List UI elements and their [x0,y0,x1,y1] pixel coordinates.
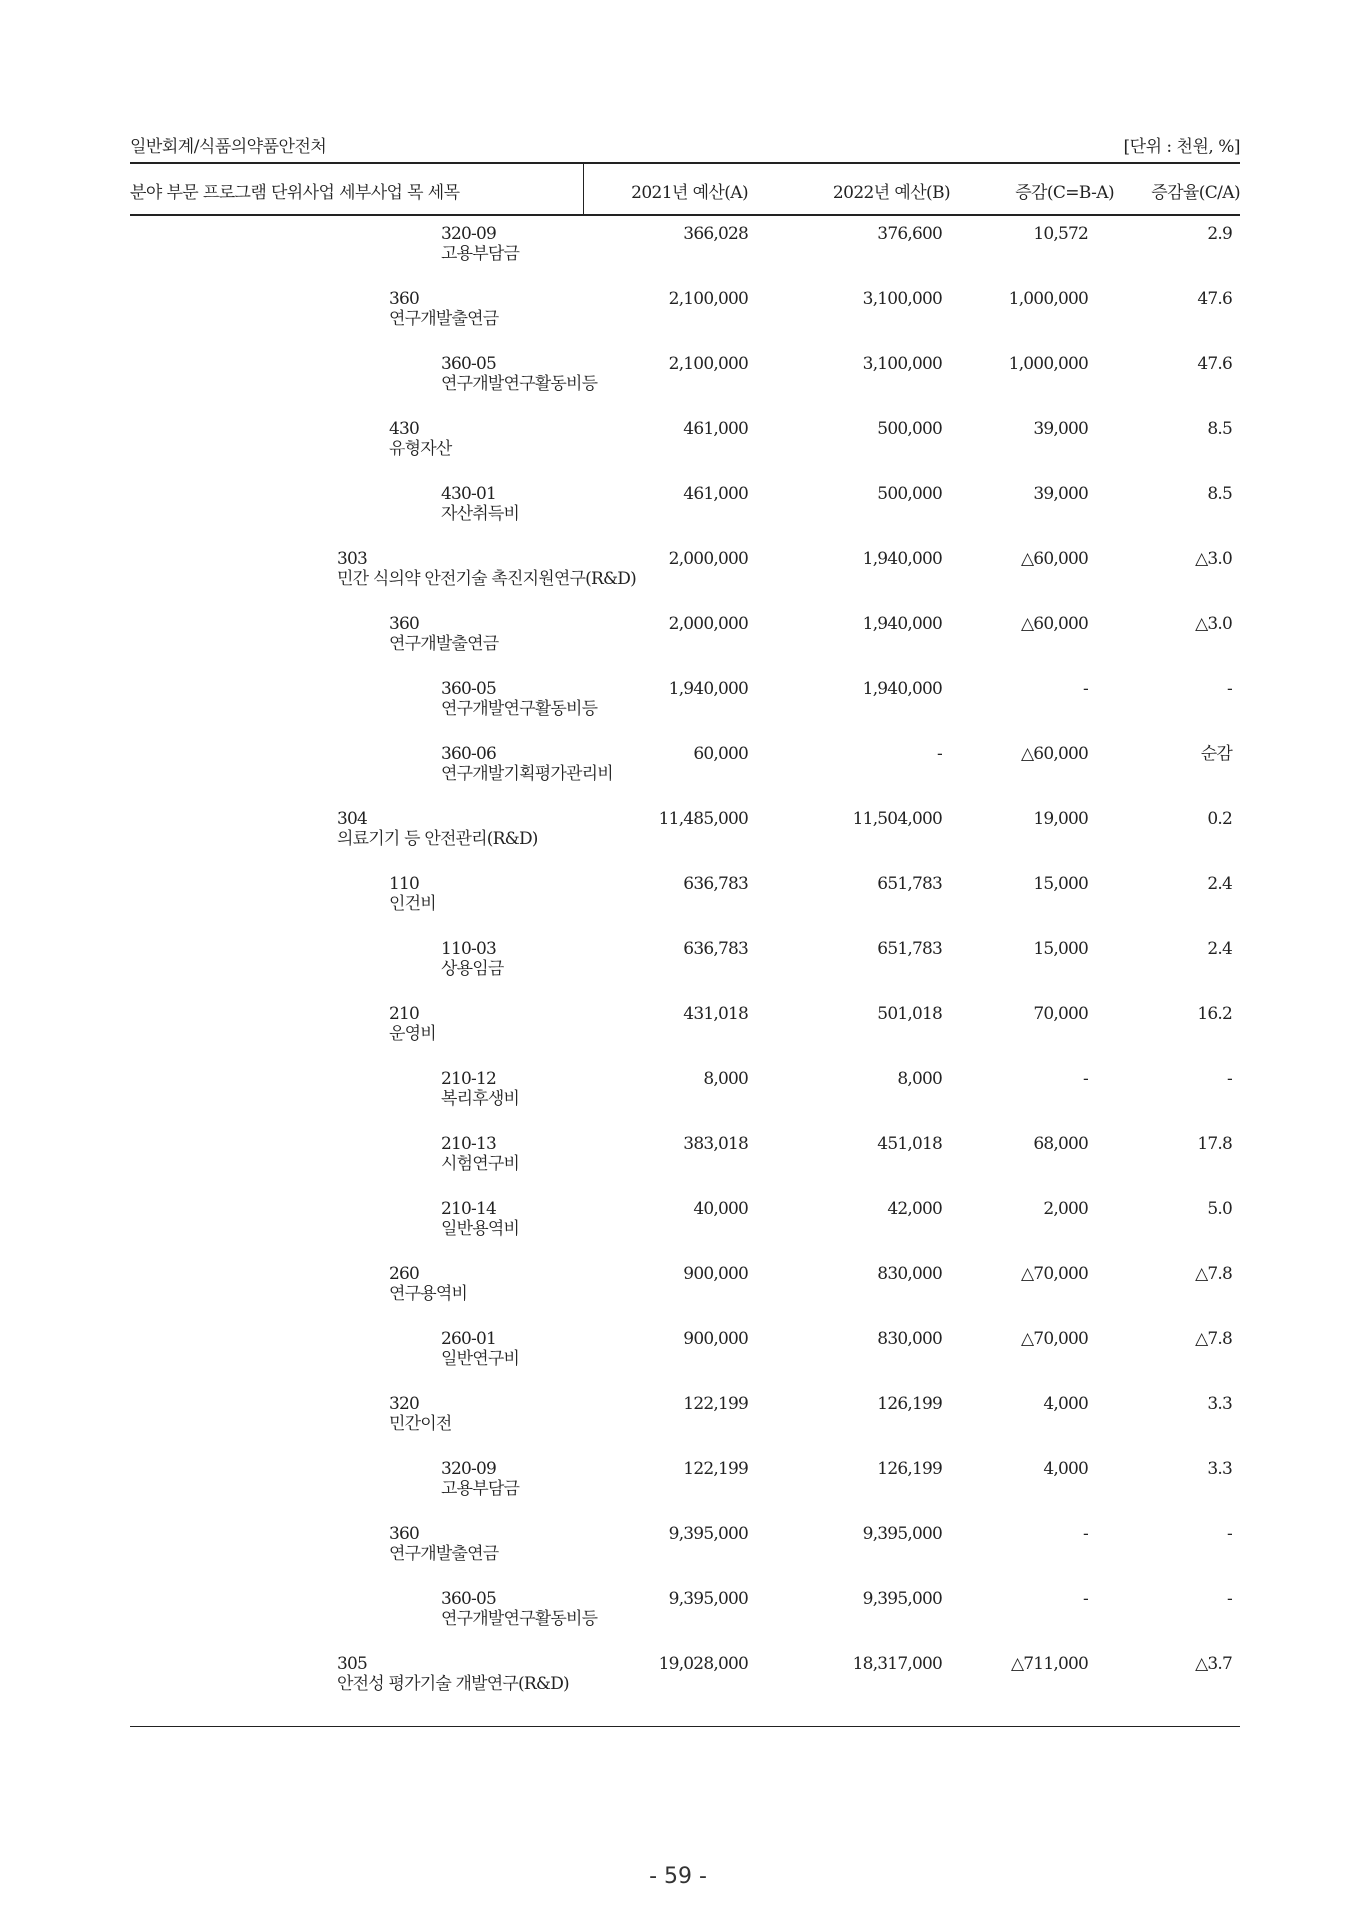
budget-2022-value: 126,199 [877,1394,942,1414]
item-name: 연구개발출연금 [389,634,499,654]
item-code: 360 [389,1524,420,1544]
change-value: 39,000 [1033,419,1088,439]
item-name: 일반용역비 [441,1219,520,1239]
table-row [130,1254,1240,1319]
change-value: 4,000 [1043,1459,1088,1479]
change-rate-value: - [1227,1524,1232,1544]
item-name: 연구개발연구활동비등 [441,374,598,394]
change-value: △70,000 [1021,1264,1088,1284]
budget-2021-value: 8,000 [703,1069,748,1089]
item-code: 360-05 [441,679,497,699]
change-value: 10,572 [1033,224,1088,244]
budget-2022-value: 1,940,000 [862,614,942,634]
budget-2022-value: 500,000 [877,484,942,504]
item-name: 인건비 [389,894,436,914]
item-name: 고용부담금 [441,1479,520,1499]
change-rate-value: 8.5 [1207,419,1232,439]
item-name: 시험연구비 [441,1154,520,1174]
item-code: 360 [389,289,420,309]
budget-2021-value: 11,485,000 [658,809,748,829]
header-divider [583,164,584,214]
budget-2021-value: 2,100,000 [668,354,748,374]
item-code: 260 [389,1264,420,1284]
budget-2022-value: 18,317,000 [852,1654,942,1674]
change-rate-value: 5.0 [1207,1199,1232,1219]
change-rate-value: 8.5 [1207,484,1232,504]
budget-2022-value: 651,783 [877,939,942,959]
item-name: 상용임금 [441,959,504,979]
change-rate-value: 17.8 [1197,1134,1232,1154]
item-code: 210-12 [441,1069,497,1089]
budget-2021-value: 366,028 [683,224,748,244]
change-rate-value: - [1227,1589,1232,1609]
change-value: △60,000 [1021,549,1088,569]
change-value: 4,000 [1043,1394,1088,1414]
budget-2022-value: 8,000 [897,1069,942,1089]
change-value: △60,000 [1021,744,1088,764]
change-rate-value: 3.3 [1207,1459,1232,1479]
item-name: 연구개발연구활동비등 [441,1609,598,1629]
item-code: 110-03 [441,939,497,959]
change-value: 15,000 [1033,874,1088,894]
header-category: 분야 부문 프로그램 단위사업 세부사업 목 세목 [130,183,460,203]
item-code: 260-01 [441,1329,497,1349]
item-name: 연구개발기획평가관리비 [441,764,613,784]
change-value: - [1083,1524,1088,1544]
change-rate-value: 2.4 [1207,939,1232,959]
budget-2021-value: 461,000 [683,419,748,439]
budget-2021-value: 461,000 [683,484,748,504]
item-code: 303 [337,549,368,569]
change-rate-value: - [1227,1069,1232,1089]
table-row [130,1514,1240,1579]
budget-2022-value: 3,100,000 [862,354,942,374]
budget-2021-value: 60,000 [693,744,748,764]
table-row [130,1384,1240,1449]
budget-2021-value: 636,783 [683,939,748,959]
table-row [130,539,1240,604]
budget-2021-value: 1,940,000 [668,679,748,699]
budget-2021-value: 900,000 [683,1264,748,1284]
change-value: △711,000 [1011,1654,1088,1674]
header-budget-2022: 2022년 예산(B) [832,183,950,203]
change-rate-value: 3.3 [1207,1394,1232,1414]
item-name: 연구개발연구활동비등 [441,699,598,719]
budget-2022-value: 3,100,000 [862,289,942,309]
item-name: 연구용역비 [389,1284,468,1304]
item-code: 320-09 [441,224,497,244]
budget-2022-value: 651,783 [877,874,942,894]
budget-2022-value: 451,018 [877,1134,942,1154]
change-rate-value: 2.9 [1207,224,1232,244]
budget-2021-value: 122,199 [683,1459,748,1479]
budget-2022-value: 376,600 [877,224,942,244]
table-bottom-rule [130,1726,1240,1727]
table-row [130,344,1240,409]
budget-2021-value: 40,000 [693,1199,748,1219]
item-code: 304 [337,809,368,829]
change-rate-value: 순감 [1200,744,1232,764]
change-value: 39,000 [1033,484,1088,504]
item-name: 의료기기 등 안전관리(R&D) [337,829,538,849]
table-row [130,1124,1240,1189]
budget-2021-value: 2,000,000 [668,614,748,634]
change-rate-value: 0.2 [1207,809,1232,829]
change-value: 1,000,000 [1008,289,1088,309]
budget-2022-value: 1,940,000 [862,549,942,569]
change-value: 70,000 [1033,1004,1088,1024]
header-change: 증감(C=B-A) [1015,183,1114,203]
change-rate-value: 16.2 [1197,1004,1232,1024]
table-row [130,929,1240,994]
budget-2022-value: 42,000 [887,1199,942,1219]
change-rate-value: △7.8 [1195,1329,1232,1349]
change-rate-value: △3.0 [1195,614,1232,634]
change-value: - [1083,1589,1088,1609]
table-row [130,409,1240,474]
budget-2021-value: 122,199 [683,1394,748,1414]
budget-2022-value: 500,000 [877,419,942,439]
item-name: 고용부담금 [441,244,520,264]
item-name: 안전성 평가기술 개발연구(R&D) [337,1674,569,1694]
change-value: △70,000 [1021,1329,1088,1349]
item-code: 305 [337,1654,368,1674]
change-rate-value: 2.4 [1207,874,1232,894]
item-code: 210-14 [441,1199,497,1219]
item-name: 민간 식의약 안전기술 촉진지원연구(R&D) [337,569,636,589]
change-rate-value: △7.8 [1195,1264,1232,1284]
item-code: 320 [389,1394,420,1414]
item-code: 320-09 [441,1459,497,1479]
budget-2021-value: 383,018 [683,1134,748,1154]
budget-2022-value: 501,018 [877,1004,942,1024]
change-value: △60,000 [1021,614,1088,634]
account-title: 일반회계/식품의약품안전처 [130,137,327,157]
change-rate-value: 47.6 [1197,354,1232,374]
change-rate-value: 47.6 [1197,289,1232,309]
budget-2021-value: 2,000,000 [668,549,748,569]
table-row [130,1319,1240,1384]
table-row [130,1579,1240,1644]
item-code: 360-05 [441,354,497,374]
item-code: 210 [389,1004,420,1024]
header-budget-2021: 2021년 예산(A) [631,183,748,203]
budget-2021-value: 2,100,000 [668,289,748,309]
budget-2022-value: 9,395,000 [862,1589,942,1609]
budget-2022-value: 830,000 [877,1329,942,1349]
change-value: 1,000,000 [1008,354,1088,374]
change-rate-value: - [1227,679,1232,699]
header-change-rate: 증감율(C/A) [1151,183,1240,203]
budget-2021-value: 431,018 [683,1004,748,1024]
table-row [130,279,1240,344]
item-code: 210-13 [441,1134,497,1154]
item-code: 110 [389,874,420,894]
table-row [130,604,1240,669]
change-value: - [1083,679,1088,699]
budget-2022-value: 11,504,000 [852,809,942,829]
document-header [130,132,1240,160]
budget-table-body [130,214,1240,1709]
budget-2022-value: 830,000 [877,1264,942,1284]
budget-2021-value: 900,000 [683,1329,748,1349]
item-name: 자산취득비 [441,504,520,524]
budget-2021-value: 9,395,000 [668,1589,748,1609]
change-value: 2,000 [1043,1199,1088,1219]
change-value: - [1083,1069,1088,1089]
budget-2022-value: 9,395,000 [862,1524,942,1544]
item-code: 360 [389,614,420,634]
change-rate-value: △3.7 [1195,1654,1232,1674]
change-value: 19,000 [1033,809,1088,829]
table-row [130,474,1240,539]
item-name: 연구개발출연금 [389,309,499,329]
table-row [130,1449,1240,1514]
item-name: 유형자산 [389,439,452,459]
budget-2021-value: 9,395,000 [668,1524,748,1544]
item-code: 430 [389,419,420,439]
unit-label: [단위 : 천원, %] [1123,137,1240,157]
change-rate-value: △3.0 [1195,549,1232,569]
table-row [130,669,1240,734]
budget-2022-value: 126,199 [877,1459,942,1479]
item-name: 운영비 [389,1024,436,1044]
item-name: 일반연구비 [441,1349,520,1369]
budget-2022-value: 1,940,000 [862,679,942,699]
budget-2022-value: - [937,744,942,764]
table-row [130,214,1240,279]
item-name: 복리후생비 [441,1089,520,1109]
table-row [130,864,1240,929]
table-row [130,1644,1240,1709]
table-row [130,1189,1240,1254]
table-row [130,799,1240,864]
item-code: 360-06 [441,744,497,764]
item-name: 민간이전 [389,1414,452,1434]
item-code: 430-01 [441,484,497,504]
budget-2021-value: 19,028,000 [658,1654,748,1674]
change-value: 15,000 [1033,939,1088,959]
table-header [130,162,1240,216]
table-row [130,994,1240,1059]
table-row [130,734,1240,799]
page-number: - 59 - [649,1864,707,1889]
item-code: 360-05 [441,1589,497,1609]
budget-2021-value: 636,783 [683,874,748,894]
change-value: 68,000 [1033,1134,1088,1154]
table-row [130,1059,1240,1124]
item-name: 연구개발출연금 [389,1544,499,1564]
